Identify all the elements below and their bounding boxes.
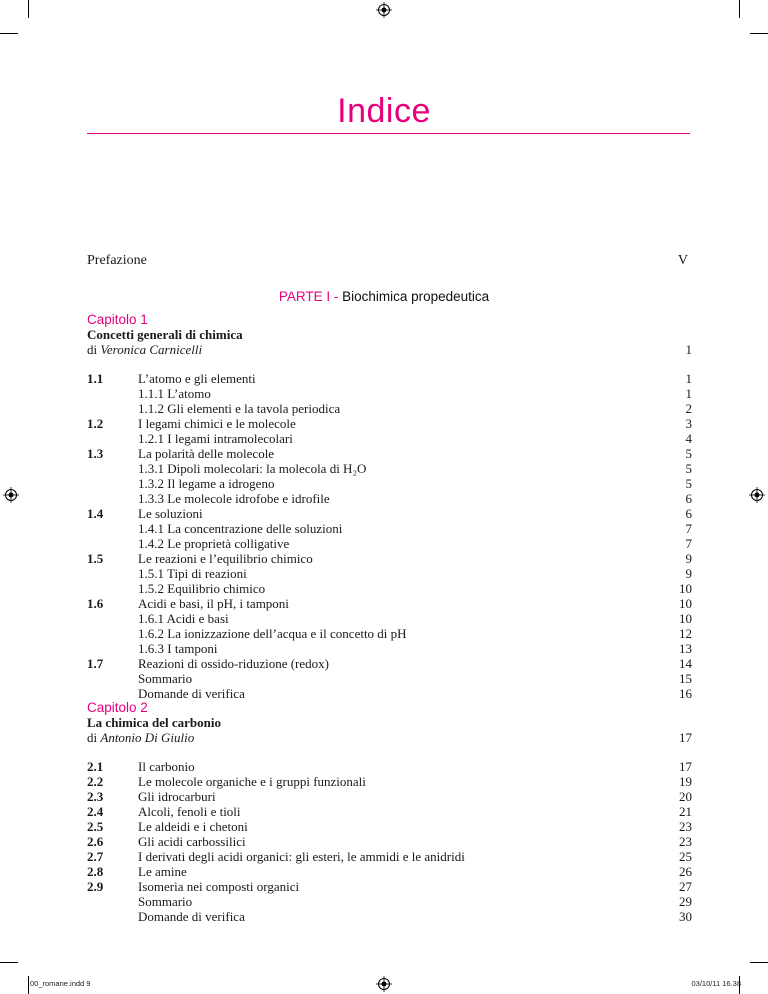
section-page: 1 (685, 386, 692, 401)
section-title: 1.6.1 Acidi e basi (138, 611, 229, 626)
crop-mark (750, 962, 768, 963)
toc-row (87, 446, 692, 461)
chapter-title: La chimica del carbonio (87, 715, 221, 730)
section-page: 6 (685, 491, 692, 506)
registration-mark-icon (376, 2, 392, 18)
section-page: 10 (679, 581, 692, 596)
section-page: 23 (679, 819, 692, 834)
chapter-author-line (87, 730, 692, 745)
section-number: 2.1 (87, 759, 104, 774)
section-title: Sommario (138, 894, 193, 909)
section-title: Gli idrocarburi (138, 789, 216, 804)
section-page: 7 (685, 536, 692, 551)
part-prefix: PARTE I (278, 289, 331, 304)
section-title: I derivati degli acidi organici: gli esteri, le ammidi e le anidridi (138, 849, 465, 864)
section-page: 1 (685, 371, 692, 386)
section-title: 1.1.1 L’atomo (138, 386, 211, 401)
preface-page: V (677, 253, 688, 268)
section-number: 1.5 (87, 551, 104, 566)
section-number: 1.3 (87, 446, 104, 461)
toc-row (87, 641, 692, 656)
crop-mark (739, 0, 740, 18)
section-title: 1.6.2 La ionizzazione dell’acqua e il concetto di pH (138, 626, 407, 641)
section-page: 10 (679, 611, 692, 626)
toc-row (87, 879, 692, 894)
preface-label: Prefazione (87, 253, 147, 268)
toc-row (87, 789, 692, 804)
toc-entries (87, 759, 692, 924)
section-number: 2.4 (87, 804, 104, 819)
section-page: 27 (679, 879, 692, 894)
section-title: Acidi e basi, il pH, i tamponi (138, 596, 289, 611)
part-heading (0, 289, 768, 304)
section-title: Sommario (138, 671, 193, 686)
section-page: 5 (685, 476, 692, 491)
crop-mark (750, 33, 768, 34)
toc-entries (87, 371, 692, 701)
toc-row (87, 401, 692, 416)
section-page: 6 (685, 506, 692, 521)
section-title: Le amine (138, 864, 187, 879)
chapter-author: Veronica Carnicelli (100, 342, 203, 357)
section-page: 20 (679, 789, 692, 804)
title-rule (87, 133, 690, 134)
section-number: 2.5 (87, 819, 104, 834)
section-number: 2.6 (87, 834, 104, 849)
toc-row (87, 894, 692, 909)
section-title: Le aldeidi e i chetoni (138, 819, 248, 834)
toc-row (87, 849, 692, 864)
crop-mark (28, 976, 29, 994)
registration-mark-icon (376, 976, 392, 992)
section-number: 1.2 (87, 416, 104, 431)
toc-row (87, 596, 692, 611)
section-page: 23 (679, 834, 692, 849)
section-page: 5 (685, 461, 692, 476)
toc-row (87, 386, 692, 401)
section-title: La polarità delle molecole (138, 446, 275, 461)
section-page: 9 (685, 566, 692, 581)
section-title: 1.2.1 I legami intramolecolari (138, 431, 293, 446)
toc-row (87, 819, 692, 834)
section-page: 14 (679, 656, 692, 671)
section-title: 1.3.1 Dipoli molecolari: la molecola di H₂O (138, 461, 367, 476)
toc-row (87, 611, 692, 626)
section-page: 16 (679, 686, 692, 701)
section-title: 1.3.2 Il legame a idrogeno (138, 476, 275, 491)
toc-row (87, 551, 692, 566)
section-title: 1.5.2 Equilibrio chimico (138, 581, 266, 596)
chapter-2 (87, 700, 692, 924)
chapter-title: Concetti generali di chimica (87, 327, 243, 342)
registration-mark-icon (749, 487, 765, 503)
chapter-page: 1 (685, 342, 692, 357)
toc-row (87, 671, 692, 686)
section-page: 19 (679, 774, 692, 789)
section-title: Le molecole organiche e i gruppi funzionali (138, 774, 366, 789)
author-prefix: di (87, 730, 98, 745)
section-page: 30 (679, 909, 692, 924)
chapter-author-line (87, 342, 692, 357)
section-title: Gli acidi carbossilici (138, 834, 246, 849)
toc-row (87, 581, 692, 596)
section-page: 4 (685, 431, 692, 446)
toc-row (87, 686, 692, 701)
part-name: Biochimica propedeutica (342, 289, 490, 304)
toc-row (87, 759, 692, 774)
toc-row (87, 774, 692, 789)
section-page: 2 (685, 401, 692, 416)
toc-row (87, 626, 692, 641)
toc-row (87, 834, 692, 849)
section-title: Reazioni di ossido-riduzione (redox) (138, 656, 329, 671)
section-page: 10 (679, 596, 692, 611)
section-number: 1.7 (87, 656, 104, 671)
chapter-1 (87, 312, 692, 701)
section-page: 12 (679, 626, 692, 641)
toc-row (87, 909, 692, 924)
section-title: 1.1.2 Gli elementi e la tavola periodica (138, 401, 341, 416)
section-page: 3 (685, 416, 692, 431)
toc-row (87, 491, 692, 506)
footer-timestamp: 03/10/11 16.38 (691, 979, 741, 988)
toc-row (87, 506, 692, 521)
toc-row (87, 461, 692, 476)
registration-mark-icon (3, 487, 19, 503)
section-number: 1.6 (87, 596, 104, 611)
toc-row (87, 804, 692, 819)
section-number: 2.3 (87, 789, 104, 804)
section-number: 2.9 (87, 879, 104, 894)
chapter-label: Capitolo 1 (87, 312, 148, 327)
section-page: 7 (685, 521, 692, 536)
section-title: 1.4.1 La concentrazione delle soluzioni (138, 521, 343, 536)
section-number: 2.7 (87, 849, 104, 864)
section-title: 1.3.3 Le molecole idrofobe e idrofile (138, 491, 330, 506)
section-page: 9 (685, 551, 692, 566)
crop-mark (0, 962, 18, 963)
crop-mark (0, 33, 18, 34)
chapter-label: Capitolo 2 (87, 700, 148, 715)
section-number: 2.2 (87, 774, 104, 789)
section-page: 26 (679, 864, 692, 879)
toc-row (87, 566, 692, 581)
author-prefix: di (87, 342, 98, 357)
section-number: 1.1 (87, 371, 104, 386)
section-title: Alcoli, fenoli e tioli (138, 804, 241, 819)
section-page: 5 (685, 446, 692, 461)
section-title: 1.4.2 Le proprietà colligative (138, 536, 290, 551)
section-title: 1.6.3 I tamponi (138, 641, 218, 656)
section-page: 15 (679, 671, 692, 686)
toc-row (87, 864, 692, 879)
section-title: Isomeria nei composti organici (138, 879, 300, 894)
section-title: L’atomo e gli elementi (138, 371, 256, 386)
section-page: 17 (679, 759, 692, 774)
footer-file: 00_romane.indd 9 (30, 979, 91, 988)
toc-row (87, 431, 692, 446)
section-title: Domande di verifica (138, 686, 245, 701)
chapter-author: Antonio Di Giulio (100, 730, 195, 745)
section-number: 2.8 (87, 864, 104, 879)
section-page: 21 (679, 804, 692, 819)
chapter-page: 17 (679, 730, 692, 745)
section-title: Le reazioni e l’equilibrio chimico (138, 551, 313, 566)
toc-row (87, 521, 692, 536)
page-title: Indice (337, 92, 431, 130)
toc-row (87, 371, 692, 386)
section-page: 13 (679, 641, 692, 656)
section-title: 1.5.1 Tipi di reazioni (138, 566, 247, 581)
crop-mark (28, 0, 29, 18)
section-page: 29 (679, 894, 692, 909)
toc-row (87, 416, 692, 431)
section-title: Le soluzioni (138, 506, 203, 521)
section-title: I legami chimici e le molecole (138, 416, 296, 431)
section-number: 1.4 (87, 506, 104, 521)
section-page: 25 (679, 849, 692, 864)
toc-row (87, 656, 692, 671)
part-separator: - (330, 289, 343, 304)
toc-row (87, 536, 692, 551)
section-title: Domande di verifica (138, 909, 245, 924)
toc-row (87, 476, 692, 491)
section-title: Il carbonio (138, 759, 195, 774)
